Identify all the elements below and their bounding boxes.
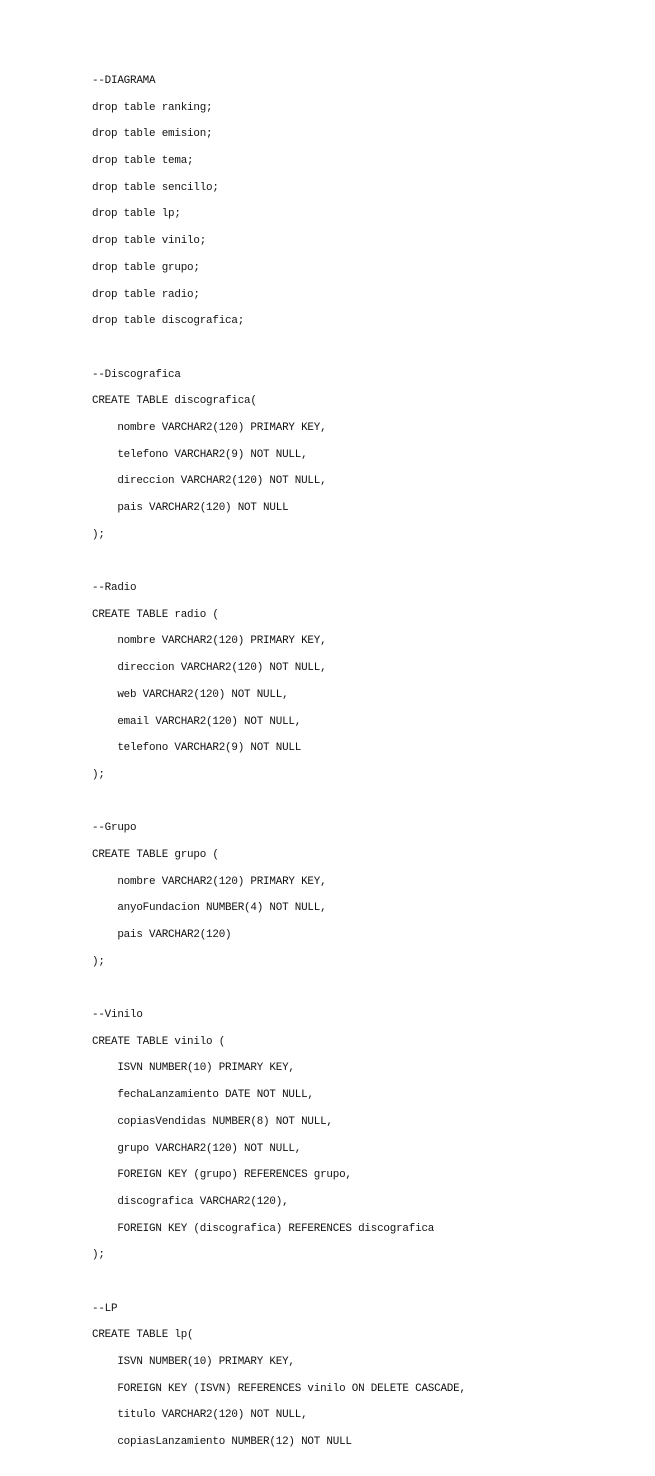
- code-line: nombre VARCHAR2(120) PRIMARY KEY,: [92, 421, 327, 434]
- code-line: drop table sencillo;: [92, 181, 219, 194]
- code-line: --LP: [92, 1302, 118, 1315]
- code-line: copiasVendidas NUMBER(8) NOT NULL,: [92, 1115, 333, 1128]
- code-line: );: [92, 768, 105, 781]
- code-line: --Vinilo: [92, 1009, 143, 1022]
- code-line: --Grupo: [92, 822, 137, 835]
- code-line: drop table tema;: [92, 155, 194, 168]
- code-line: FOREIGN KEY (grupo) REFERENCES grupo,: [92, 1169, 352, 1182]
- code-line: );: [92, 528, 105, 541]
- code-line: CREATE TABLE lp(: [92, 1329, 194, 1342]
- blank-line: [92, 982, 466, 995]
- code-line: FOREIGN KEY (ISVN) REFERENCES vinilo ON DELETE CASCADE,: [92, 1382, 466, 1395]
- code-line: );: [92, 955, 105, 968]
- code-line: --Discografica: [92, 368, 181, 381]
- code-line: discografica VARCHAR2(120),: [92, 1195, 289, 1208]
- code-line: copiasLanzamiento NUMBER(12) NOT NULL: [92, 1436, 352, 1449]
- code-line: drop table grupo;: [92, 261, 200, 274]
- code-line: drop table lp;: [92, 208, 181, 221]
- code-line: CREATE TABLE grupo (: [92, 848, 219, 861]
- code-line: web VARCHAR2(120) NOT NULL,: [92, 688, 289, 701]
- code-line: nombre VARCHAR2(120) PRIMARY KEY,: [92, 635, 327, 648]
- code-line: pais VARCHAR2(120) NOT NULL: [92, 502, 289, 514]
- code-line: );: [92, 1249, 105, 1262]
- code-line: CREATE TABLE discografica(: [92, 395, 257, 408]
- code-line: drop table vinilo;: [92, 235, 207, 248]
- sql-code-block: [92, 75, 466, 1476]
- code-line: --Radio: [92, 582, 137, 595]
- code-line: direccion VARCHAR2(120) NOT NULL,: [92, 662, 327, 675]
- code-line: telefono VARCHAR2(9) NOT NULL,: [92, 448, 308, 461]
- code-line: pais VARCHAR2(120): [92, 929, 232, 941]
- code-line: drop table radio;: [92, 288, 200, 301]
- code-line: telefono VARCHAR2(9) NOT NULL: [92, 742, 302, 755]
- code-line: ISVN NUMBER(10) PRIMARY KEY,: [92, 1062, 295, 1075]
- code-line: drop table ranking;: [92, 101, 213, 114]
- code-line: FOREIGN KEY (discografica) REFERENCES discografica: [92, 1222, 435, 1235]
- code-line: direccion VARCHAR2(120) NOT NULL,: [92, 475, 327, 488]
- code-line: fechaLanzamiento DATE NOT NULL,: [92, 1089, 314, 1102]
- code-line: email VARCHAR2(120) NOT NULL,: [92, 715, 302, 728]
- code-line: drop table emision;: [92, 128, 213, 141]
- code-line: CREATE TABLE vinilo (: [92, 1035, 226, 1048]
- code-line: nombre VARCHAR2(120) PRIMARY KEY,: [92, 875, 327, 888]
- blank-line: [92, 1276, 466, 1289]
- code-line: CREATE TABLE radio (: [92, 608, 219, 621]
- code-line: anyoFundacion NUMBER(4) NOT NULL,: [92, 902, 327, 915]
- code-line: titulo VARCHAR2(120) NOT NULL,: [92, 1409, 308, 1422]
- blank-line: [92, 342, 466, 355]
- code-line: --DIAGRAMA: [92, 75, 156, 87]
- code-line: drop table discografica;: [92, 315, 245, 328]
- blank-line: [92, 796, 466, 809]
- blank-line: [92, 555, 466, 568]
- code-line: ISVN NUMBER(10) PRIMARY KEY,: [92, 1356, 295, 1368]
- code-line: grupo VARCHAR2(120) NOT NULL,: [92, 1142, 302, 1155]
